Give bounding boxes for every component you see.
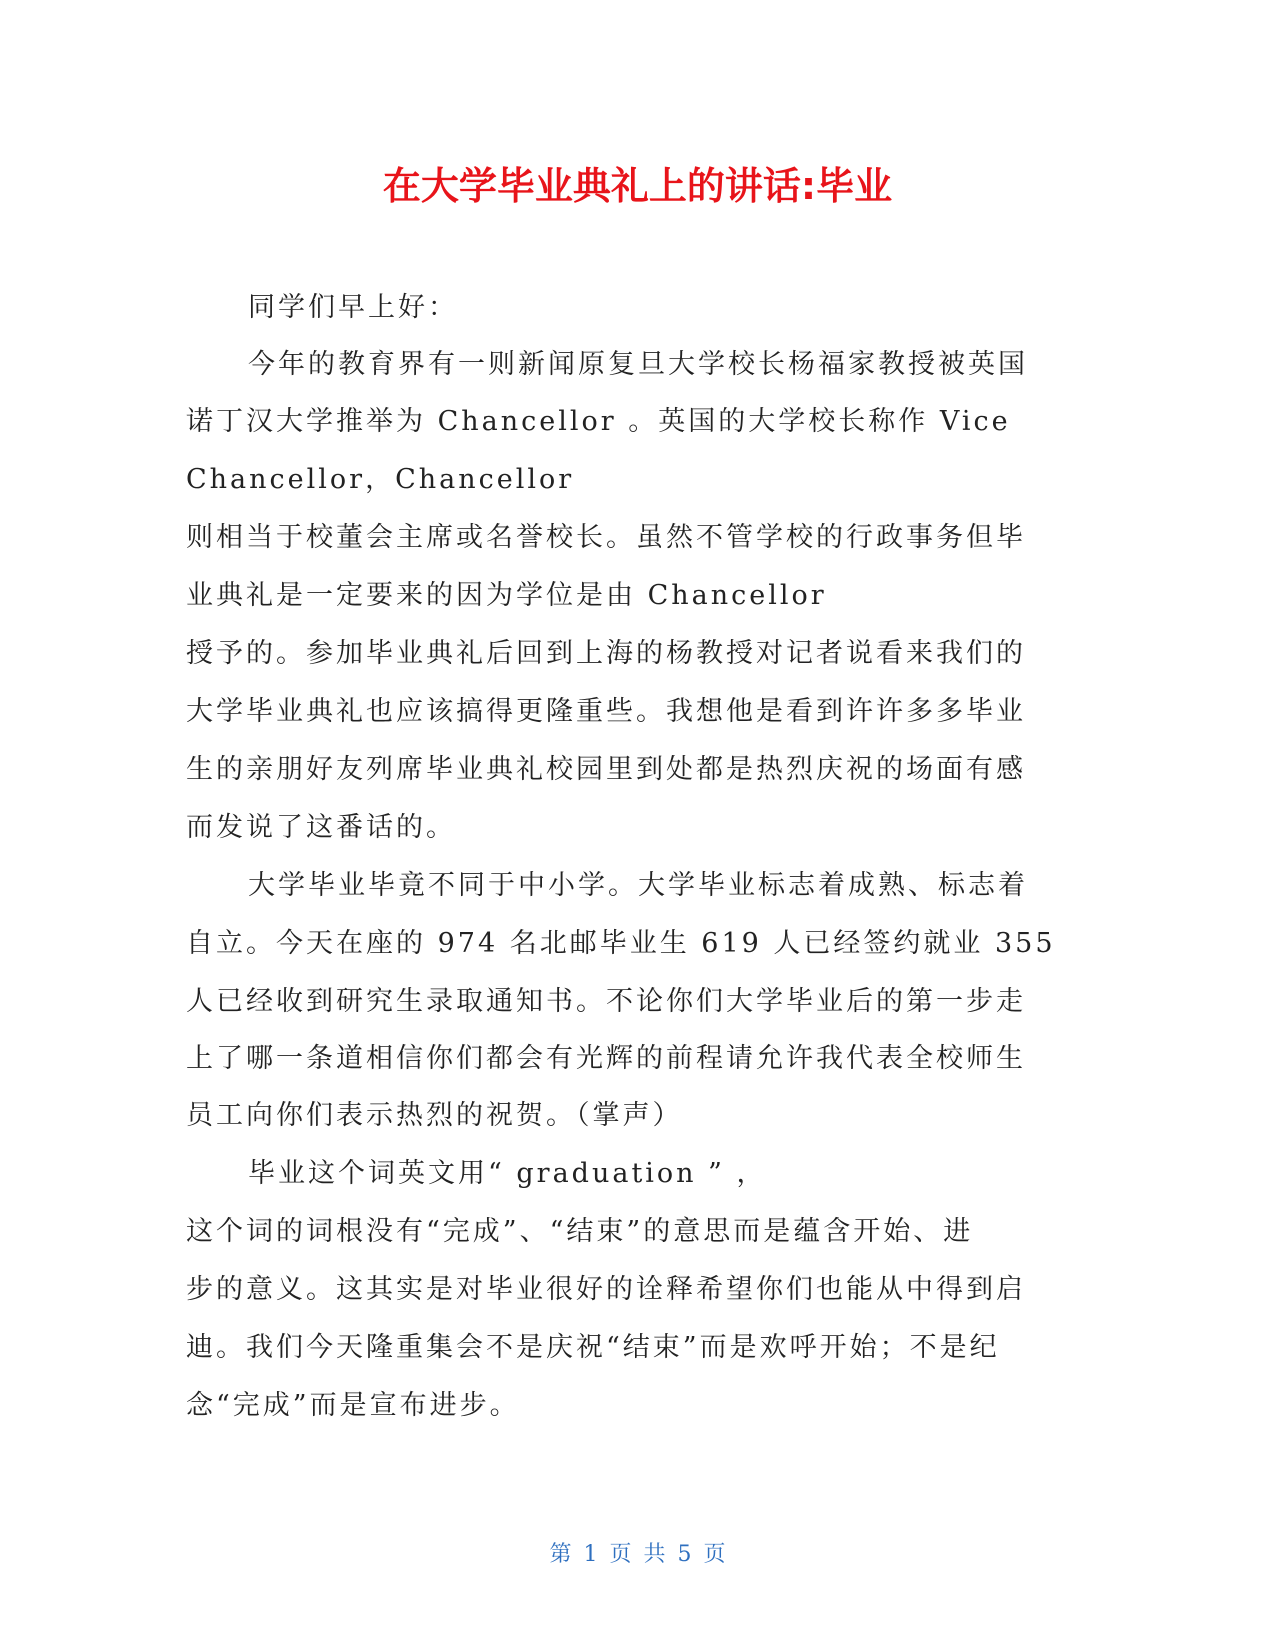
paragraph-line: 生的亲朋好友列席毕业典礼校园里到处都是热烈庆祝的场面有感 bbox=[186, 754, 1026, 785]
footer-page-suffix: 页 bbox=[703, 1542, 726, 1567]
paragraph-line: 大学毕业毕竟不同于中小学。大学毕业标志着成熟、标志着 bbox=[248, 870, 1028, 901]
paragraph-line: 念“完成”而是宣布进步。 bbox=[186, 1390, 520, 1421]
paragraph-line: 员工向你们表示热烈的祝贺。（掌声） bbox=[186, 1100, 683, 1131]
paragraph-line: 则相当于校董会主席或名誉校长。虽然不管学校的行政事务但毕 bbox=[186, 522, 1026, 553]
paragraph-line: 人已经收到研究生录取通知书。不论你们大学毕业后的第一步走 bbox=[186, 986, 1026, 1017]
paragraph-line: 这个词的词根没有“完成”、“结束”的意思而是蕴含开始、进 bbox=[186, 1216, 974, 1247]
footer-page-prefix: 第 bbox=[549, 1542, 572, 1567]
paragraph-line: 大学毕业典礼也应该搞得更隆重些。我想他是看到许许多多毕业 bbox=[186, 696, 1026, 727]
paragraph-line: 诺丁汉大学推举为 Chancellor 。英国的大学校长称作 Vice bbox=[186, 406, 1011, 437]
paragraph-line: 授予的。参加毕业典礼后回到上海的杨教授对记者说看来我们的 bbox=[186, 638, 1026, 669]
paragraph-line: 毕业这个词英文用“ graduation ” ， bbox=[248, 1158, 767, 1189]
footer-current-page: 1 bbox=[583, 1542, 598, 1567]
paragraph-line: 而发说了这番话的。 bbox=[186, 812, 456, 843]
footer-total-label: 共 bbox=[643, 1542, 666, 1567]
paragraph-line: 业典礼是一定要来的因为学位是由 Chancellor bbox=[186, 580, 827, 611]
document-title: 在大学毕业典礼上的讲话:毕业 bbox=[382, 164, 893, 208]
footer-page-mid: 页 bbox=[609, 1542, 632, 1567]
page-footer bbox=[0, 1540, 1275, 1570]
paragraph-line: Chancellor，Chancellor bbox=[186, 464, 575, 495]
paragraph-line: 自立。今天在座的 974 名北邮毕业生 619 人已经签约就业 355 bbox=[186, 928, 1056, 959]
paragraph-line: 迪。我们今天隆重集会不是庆祝“结束”而是欢呼开始；不是纪 bbox=[186, 1332, 1000, 1363]
paragraph-line: 步的意义。这其实是对毕业很好的诠释希望你们也能从中得到启 bbox=[186, 1274, 1026, 1305]
paragraph-line: 今年的教育界有一则新闻原复旦大学校长杨福家教授被英国 bbox=[248, 349, 1028, 380]
paragraph-line: 同学们早上好： bbox=[248, 292, 458, 323]
footer-total-pages: 5 bbox=[677, 1542, 692, 1567]
paragraph-line: 上了哪一条道相信你们都会有光辉的前程请允许我代表全校师生 bbox=[186, 1043, 1026, 1074]
